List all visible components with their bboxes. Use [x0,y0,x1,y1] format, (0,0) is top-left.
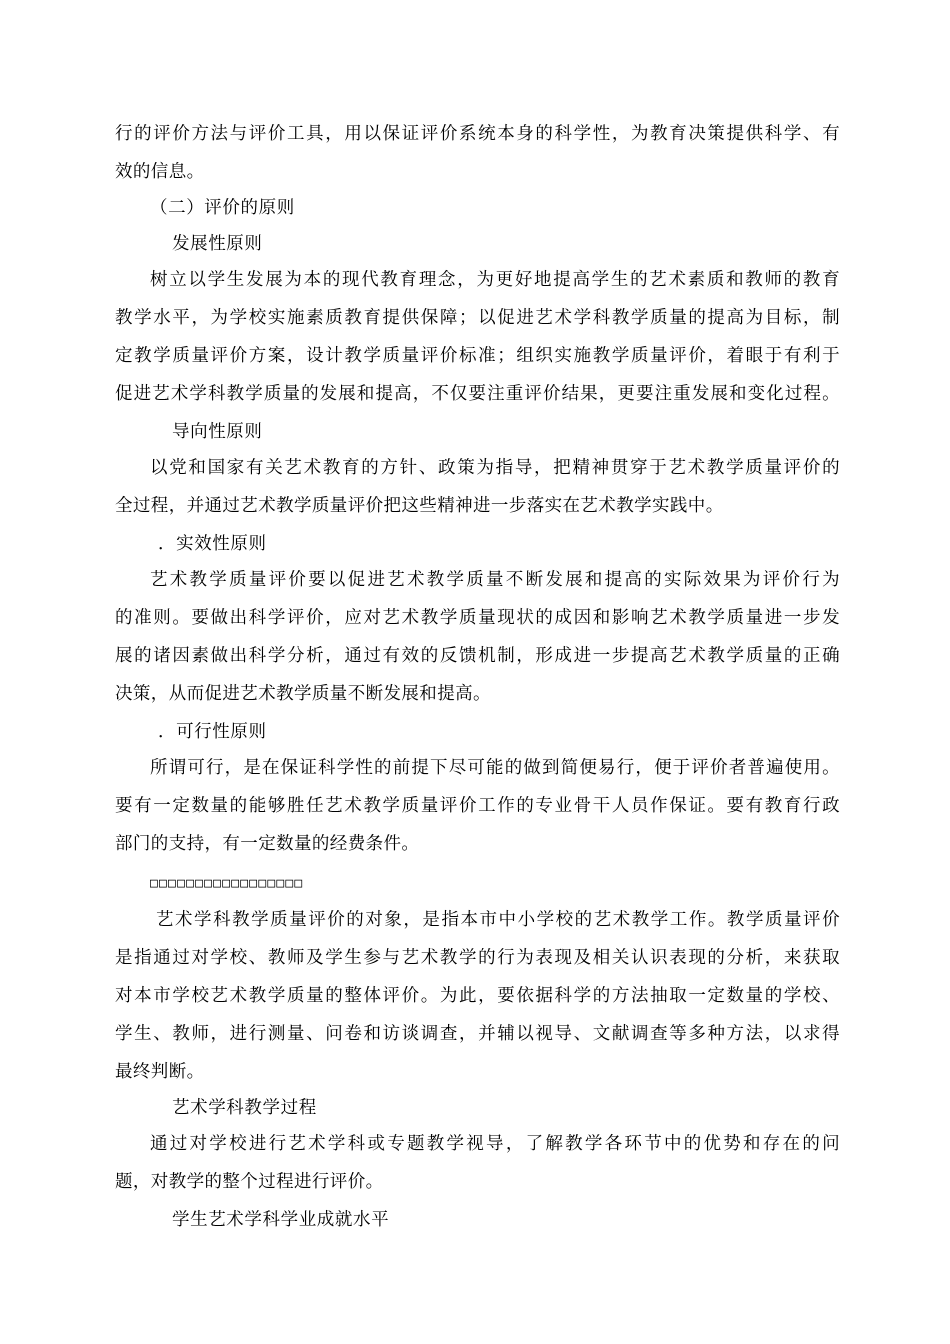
principle-development-line-2: 教学水平，为学校实施素质教育提供保障；以促进艺术学科教学质量的提高为目标，制 [115,308,840,328]
principle-effectiveness-line-4: 决策，从而促进艺术教学质量不断发展和提高。 [115,684,491,704]
object-line-5: 最终判断。 [115,1062,205,1082]
object-line-2: 是指通过对学校、教师及学生参与艺术教学的行为表现及相关认识表现的分析，来获取 [115,948,840,968]
process-line-2: 题，对教学的整个过程进行评价。 [115,1172,384,1192]
process-line-1: 通过对学校进行艺术学科或专题教学视导，了解教学各环节中的优势和存在的问 [150,1134,840,1154]
principle-guidance-line-1: 以党和国家有关艺术教育的方针、政策为指导，把精神贯穿于艺术教学质量评价的 [150,458,840,478]
achievement-title: 学生艺术学科学业成就水平 [172,1210,390,1230]
principle-guidance-line-2: 全过程，并通过艺术教学质量评价把这些精神进一步落实在艺术教学实践中。 [115,496,724,516]
principle-development-line-1: 树立以学生发展为本的现代教育理念，为更好地提高学生的艺术素质和教师的教育 [150,270,840,290]
garbled-heading: □□□□□□□□□□□□□□□□□ [150,876,304,891]
object-line-4: 学生、教师，进行测量、问卷和访谈调查，并辅以视导、文献调查等多种方法，以求得 [115,1024,840,1044]
process-section-title: 艺术学科教学过程 [172,1098,317,1118]
principle-development-line-3: 定教学质量评价方案，设计教学质量评价标准；组织实施教学质量评价，着眼于有利于 [115,346,840,366]
principle-feasibility-line-3: 部门的支持，有一定数量的经费条件。 [115,834,420,854]
principle-feasibility-line-2: 要有一定数量的能够胜任艺术教学质量评价工作的专业骨干人员作保证。要有教育行政 [115,796,840,816]
object-line-3: 对本市学校艺术教学质量的整体评价。为此，要依据科学的方法抽取一定数量的学校、 [115,986,840,1006]
principle-feasibility-title: ．可行性原则 [158,722,267,742]
principle-effectiveness-line-3: 展的诸因素做出科学分析，通过有效的反馈机制，形成进一步提高艺术教学质量的正确 [115,646,840,666]
principle-feasibility-line-1: 所谓可行，是在保证科学性的前提下尽可能的做到简便易行，便于评价者普遍使用。 [150,758,840,778]
principle-development-title: 发展性原则 [172,234,263,254]
object-line-1: 艺术学科教学质量评价的对象，是指本市中小学校的艺术教学工作。教学质量评价 [156,910,840,930]
principle-effectiveness-line-2: 的准则。要做出科学评价，应对艺术教学质量现状的成因和影响艺术教学质量进一步发 [115,608,840,628]
principle-development-line-4: 促进艺术学科教学质量的发展和提高，不仅要注重评价结果，更要注重发展和变化过程。 [115,384,840,404]
intro-line-2: 效的信息。 [115,162,205,182]
intro-line-1: 行的评价方法与评价工具，用以保证评价系统本身的科学性，为教育决策提供科学、有 [115,124,840,144]
principle-effectiveness-title: ．实效性原则 [158,534,267,554]
principle-guidance-title: 导向性原则 [172,422,263,442]
section-title: （二）评价的原则 [150,198,295,218]
principle-effectiveness-line-1: 艺术教学质量评价要以促进艺术教学质量不断发展和提高的实际效果为评价行为 [150,570,840,590]
